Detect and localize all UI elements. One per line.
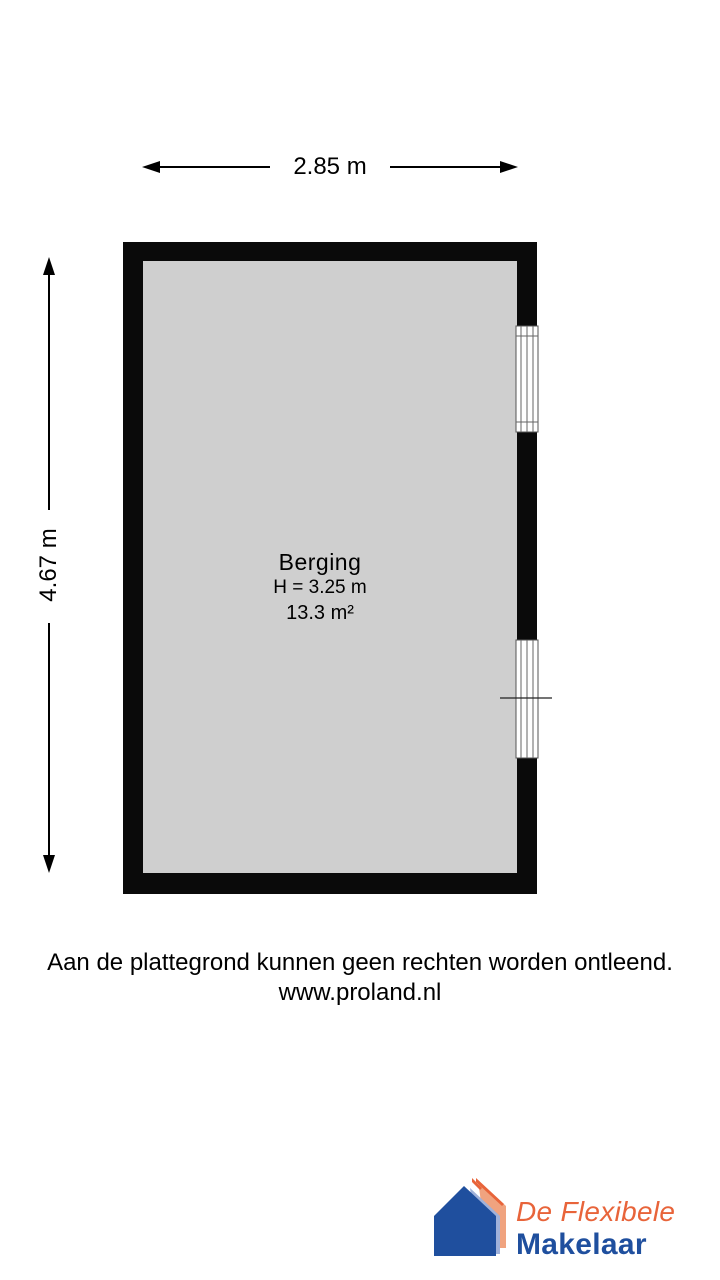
room-name: Berging — [278, 549, 362, 575]
arrow-left-icon — [142, 161, 160, 173]
room-area: 13.3 m² — [286, 602, 354, 624]
logo-text-line1: De Flexibele — [516, 1196, 676, 1227]
room-label-group — [230, 548, 410, 626]
house-logo-icon — [432, 1176, 512, 1260]
length-dimension-label: 4.67 m — [35, 528, 62, 602]
arrow-up-icon — [43, 257, 55, 275]
website-link[interactable]: www.proland.nl — [278, 979, 442, 1006]
window-upper — [516, 326, 538, 432]
disclaimer-text: Aan de plattegrond kunnen geen rechten worden ontleend. — [47, 949, 673, 976]
arrow-down-icon — [43, 855, 55, 873]
arrow-right-icon — [500, 161, 518, 173]
logo-text-line2: Makelaar — [516, 1228, 647, 1261]
width-dimension-label: 2.85 m — [293, 153, 367, 180]
room-height: H = 3.25 m — [273, 577, 367, 598]
